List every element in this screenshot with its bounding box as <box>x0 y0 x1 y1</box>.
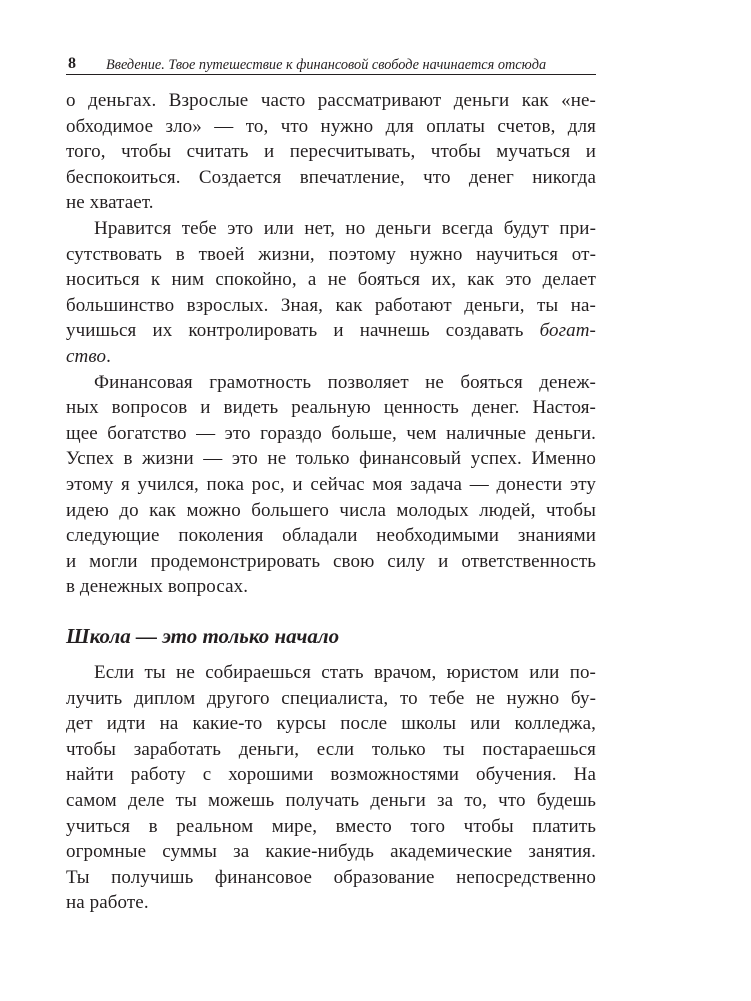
text-line: беспокоиться. Создается впечатление, что денег никогда <box>66 166 596 188</box>
text-line: на работе. <box>66 892 149 914</box>
text-line: обходимое зло» — то, что нужно для оплаты счетов, для <box>66 115 596 137</box>
text-line: в денежных вопросах. <box>66 576 249 598</box>
text-line: лучить диплом другого специалиста, то тебе не нужно бу- <box>66 687 596 709</box>
text-line: Нравится тебе это или нет, но деньги всегда будут при- <box>94 217 596 239</box>
paragraph-3 <box>66 370 596 600</box>
section-paragraph <box>66 660 596 916</box>
text-line: Если ты не собираешься стать врачом, юристом или по- <box>94 662 596 683</box>
emphasized-word: богат- <box>539 320 596 342</box>
text-line: Ты получишь финансовое образование непосредственно <box>66 866 596 888</box>
emphasized-word: ство <box>66 345 107 367</box>
paragraph-1 <box>66 88 596 216</box>
text-line: сутствовать в твоей жизни, поэтому нужно научиться от- <box>66 243 596 265</box>
text-line-with-emphasis <box>66 318 596 344</box>
text-line: дет идти на какие-то курсы после школы или колледжа, <box>66 713 596 735</box>
running-title: Введение. Твое путешествие к финансовой свободе начинается отсюда <box>106 57 547 73</box>
text-line: щее богатство — это гораздо больше, чем наличные деньги. <box>66 422 596 444</box>
text-line: Финансовая грамотность позволяет не бояться денеж- <box>94 371 596 393</box>
text-line: и могли продемонстрировать свою силу и ответственность <box>66 550 596 572</box>
text-line: носиться к ним спокойно, а не бояться их, как это делает <box>66 269 596 291</box>
text-line: ных вопросов и видеть реальную ценность денег. Настоя- <box>66 397 596 419</box>
body-text <box>66 88 596 600</box>
paragraph-2 <box>66 216 596 370</box>
section-heading: Школа — это только начало <box>66 624 340 648</box>
text-line: следующие поколения обладали необходимыми знаниями <box>66 525 596 547</box>
text-line: найти работу с хорошими возможностями обучения. На <box>66 764 596 786</box>
running-header <box>66 46 596 75</box>
text-fragment: учишься их контролировать и начнешь создавать <box>66 320 524 342</box>
text-line: огромные суммы за какие-нибудь академические занятия. <box>66 841 596 863</box>
text-line: самом деле ты можешь получать деньги за то, что будешь <box>66 789 596 811</box>
text-line: идею до как можно большего числа молодых людей, чтобы <box>66 499 596 521</box>
text-line: того, чтобы считать и пересчитывать, чтобы мучаться и <box>66 141 596 163</box>
text-line-with-emphasis <box>66 344 596 370</box>
page-number: 8 <box>68 55 76 72</box>
text-line: чтобы заработать деньги, если только ты постараешься <box>66 738 596 760</box>
text-line: Успех в жизни — это не только финансовый успех. Именно <box>66 448 596 470</box>
text-line: большинство взрослых. Зная, как работают деньги, ты на- <box>66 294 596 316</box>
text-line: этому я учился, пока рос, и сейчас моя задача — донести эту <box>66 473 596 495</box>
text-line: о деньгах. Взрослые часто рассматривают деньги как «не- <box>66 90 596 111</box>
text-line: не хватает. <box>66 192 154 214</box>
text-line: учиться в реальном мире, вместо того чтобы платить <box>66 815 596 837</box>
book-page <box>66 0 596 1001</box>
punctuation: . <box>106 345 111 367</box>
